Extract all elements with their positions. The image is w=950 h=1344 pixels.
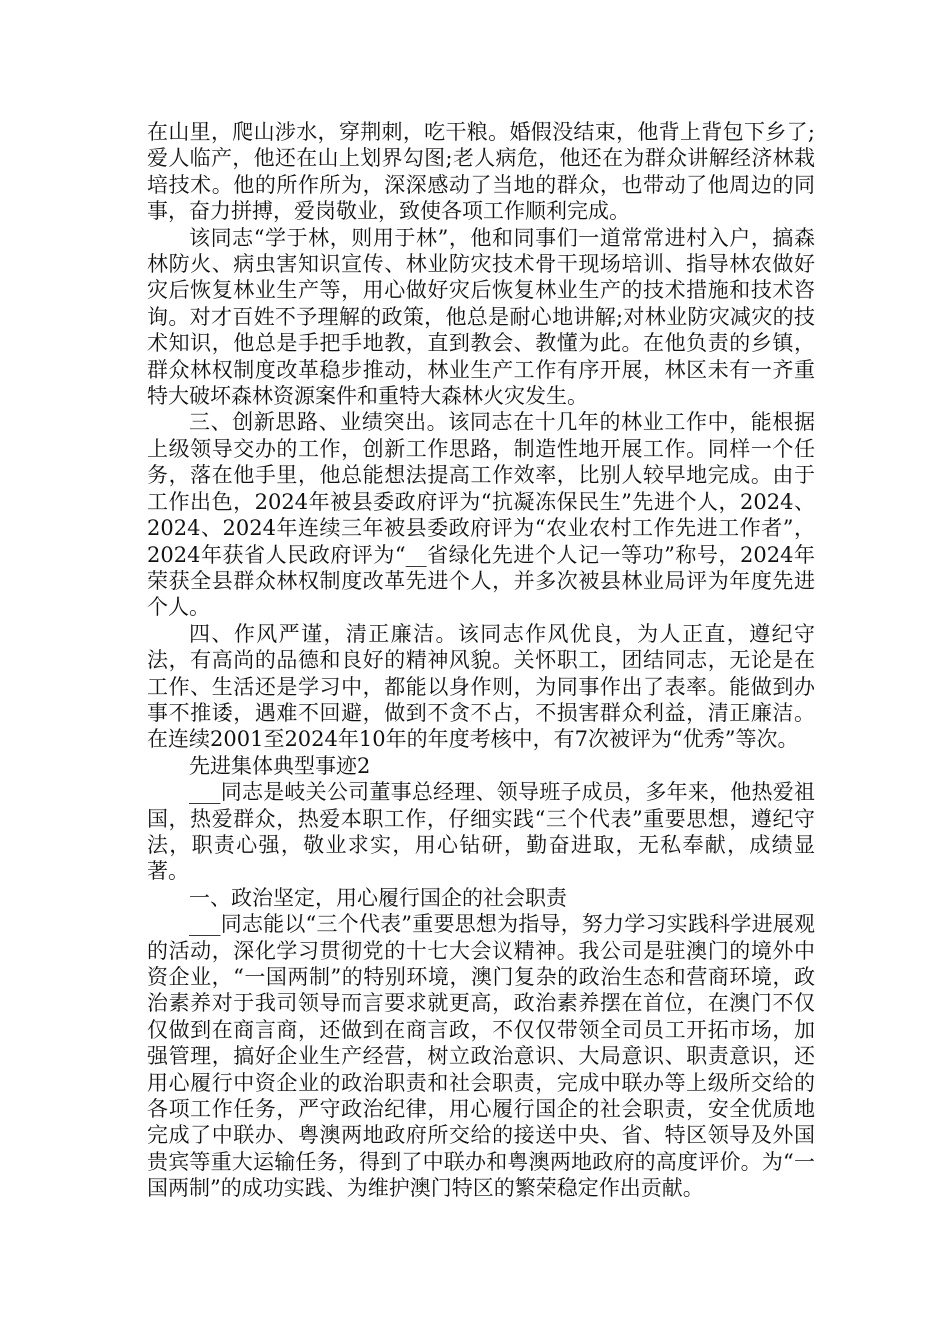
paragraph-continuation: 在山里，爬山涉水，穿荆刺，吃干粮。婚假没结束，他背上背包下乡了;爱人临产，他还在山上划界勾图;老人病危，他还在为群众讲解经济林栽培技术。他的所作所为，深深感动了当地的群众，也带动了他周边的同事，奋力拼搏，爱岗敬业，致使各项工作顺利完成。 bbox=[147, 120, 815, 224]
paragraph-political-duty: ___同志能以“三个代表”重要思想为指导，努力学习实践科学进展观的活动，深化学习贯彻党的十七大会议精神。我公司是驻澳门的境外中资企业，“一国两制”的特别环境，澳门复杂的政治生态和营商环境，政治素养对于我司领导而言要求就更高，政治素养摆在首位，在澳门不仅仅做到在商言商，还做到在商言政，不仅仅带领全司员工开拓市场，加强管理，搞好企业生产经营，树立政治意识、大局意识、职责意识，还用心履行中资企业的政治职责和社会职责，完成中联办等上级所交给的各项工作任务，严守政治纪律，用心履行国企的社会职责，安全优质地完成了中联办、粤澳两地政府所交给的接送中央、省、特区领导及外国贵宾等重大运输任务，得到了中联办和粤澳两地政府的高度评价。为“一国两制”的成功实践、为维护澳门特区的繁荣稳定作出贡献。 bbox=[147, 912, 815, 1201]
paragraph-integrity: 四、作风严谨，清正廉洁。该同志作风优良，为人正直，遵纪守法，有高尚的品德和良好的精神风貌。关怀职工，团结同志，无论是在工作、生活还是学习中，都能以身作则，为同事作出了表率。能做到办事不推诿，遇难不回避，做到不贪不占，不损害群众利益，清正廉洁。在连续2001至2024年10年的年度考核中，有7次被评为“优秀”等次。 bbox=[147, 621, 815, 752]
subheading-political: 一、政治坚定，用心履行国企的社会职责 bbox=[189, 885, 567, 910]
paragraph-intro-manager: ___同志是岐关公司董事总经理、领导班子成员，多年来，他热爱祖国，热爱群众，热爱本职工作，仔细实践“三个代表”重要思想，遵纪守法，职责心强，敬业求实，用心钻研，勤奋进取，无私奉献，成绩显著。 bbox=[147, 780, 815, 884]
section-heading-example-2: 先进集体典型事迹2 bbox=[189, 753, 371, 778]
document-page bbox=[147, 119, 815, 1202]
paragraph-innovation: 三、创新思路、业绩突出。该同志在十几年的林业工作中，能根据上级领导交办的工作，创新工作思路，制造性地开展工作。同样一个任务，落在他手里，他总能想法提高工作效率，比别人较早地完成。由于工作出色，2024年被县委政府评为“抗凝冻保民生”先进个人，2024、2024、2024年连续三年被县委政府评为“农业农村工作先进工作者”，2024年获省人民政府评为“__省绿化先进个人记一等功”称号，2024年荣获全县群众林权制度改革先进个人，并多次被县林业局评为年度先进个人。 bbox=[147, 410, 815, 620]
paragraph-study-forestry: 该同志“学于林，则用于林”，他和同事们一道常常进村入户，搞森林防火、病虫害知识宣传、林业防灾技术骨干现场培训、指导林农做好灾后恢复林业生产等，用心做好灾后恢复林业生产的技术措施和技术咨询。对才百姓不予理解的政策，他总是耐心地讲解;对林业防灾减灾的技术知识，他总是手把手地教，直到教会、教懂为此。在他负责的乡镇，群众林权制度改革稳步推动，林业生产工作有序开展，林区未有一齐重特大破坏森林资源案件和重特大森林火灾发生。 bbox=[147, 225, 815, 409]
